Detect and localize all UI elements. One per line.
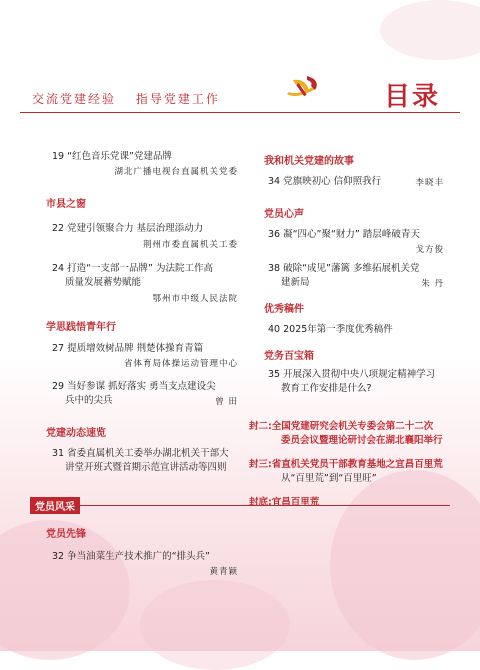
toc-entry-36[interactable]: 36 凝“四心”聚“财力” 踏层峰破青天 [268, 229, 420, 240]
toc-author: 黄青颖 [209, 567, 238, 577]
toc-entry-34[interactable]: 34 党旗映初心 信仰照我行 [268, 176, 382, 187]
background-flower [380, 0, 480, 60]
slogan-right: 指导党建工作 [135, 92, 220, 106]
toc-author: 鄂州市中级人民法院 [152, 294, 238, 304]
toc-entry-line: 31 省委直属机关工委举办湖北机关干部大 [52, 448, 229, 459]
cover-line: 封三:省直机关党员干部教育基地之宜昌百里荒 [249, 459, 443, 470]
toc-entry-line: 兵中的尖兵 [65, 395, 113, 406]
cover-inside-front[interactable] [249, 420, 443, 448]
toc-entry-line: 29 当好参谋 抓好落实 勇当支点建设尖 [52, 381, 216, 392]
toc-entry-19[interactable]: 19 “红色音乐党课”党建品牌 [52, 151, 172, 162]
header-divider [20, 112, 460, 113]
toc-author: 朱 丹 [421, 279, 444, 289]
background-flower [140, 580, 290, 670]
cover-line: 从“百里荒”到“百里旺” [281, 473, 377, 484]
page-title: 目录 [384, 82, 441, 112]
section-box-members: 党员风采 [30, 497, 80, 514]
toc-entry-27[interactable]: 27 提质增效树品牌 荆楚体操育青篇 [52, 343, 204, 354]
toc-entry-line: 质量发展蓄势赋能 [65, 277, 142, 288]
toc-entry-40[interactable]: 40 2025年第一季度优秀稿件 [268, 324, 393, 335]
slogan [32, 90, 234, 107]
section-news: 党建动态速览 [46, 428, 106, 439]
party-emblem-icon [283, 74, 323, 104]
toc-entry-32[interactable]: 32 争当油菜生产技术推广的“排头兵” [52, 551, 210, 562]
slogan-left: 交流党建经验 [32, 92, 117, 106]
toc-author: 荆州市委直属机关工委 [142, 240, 238, 250]
toc-entry-line: 35 开展深入贯彻中央八项规定精神学习 [268, 369, 436, 380]
toc-entry-line: 教育工作安排是什么? [281, 383, 372, 394]
toc-author: 戈方俊 [415, 245, 444, 255]
page-header [0, 72, 480, 112]
toc-entry-31[interactable] [52, 447, 229, 475]
background-flower [0, 520, 130, 660]
section-divider [30, 505, 450, 506]
toc-entry-38[interactable] [268, 262, 419, 290]
cover-back[interactable]: 封底:宜昌百里荒 [249, 497, 320, 508]
toc-entry-line: 38 破除“成见”藩篱 多维拓展机关党 [268, 263, 420, 274]
toc-entry-22[interactable]: 22 党建引领聚合力 基层治理添动力 [52, 223, 204, 234]
toc-author: 省体育局体操运动管理中心 [123, 359, 238, 369]
toc-entry-24[interactable] [52, 262, 213, 290]
background-flower [330, 470, 480, 660]
section-excellent: 优秀稿件 [264, 304, 304, 315]
section-county: 市县之窗 [46, 199, 86, 210]
toc-entry-line: 建新局 [281, 277, 310, 288]
section-learn: 学思践悟青年行 [46, 322, 116, 333]
cover-line: 封二:全国党建研究会机关专委会第二十二次 [249, 421, 434, 432]
section-voice: 党员心声 [264, 209, 304, 220]
section-toolbox: 党务百宝箱 [264, 351, 314, 362]
toc-author: 李晓丰 [415, 178, 444, 188]
toc-entry-line: 讲堂开班式暨首期示范宣讲活动等四则 [65, 462, 227, 473]
section-story: 我和机关党建的故事 [264, 156, 354, 167]
toc-entry-35[interactable] [268, 368, 435, 396]
toc-author: 湖北广播电视台直属机关党委 [114, 167, 238, 177]
cover-line: 委员会议暨理论研讨会在湖北襄阳举行 [281, 435, 443, 446]
cover-inside-back[interactable] [249, 458, 443, 486]
toc-author: 曾 田 [215, 397, 238, 407]
toc-entry-29[interactable] [52, 380, 216, 408]
toc-entry-line: 24 打造“一支部一品牌” 为法院工作高 [52, 263, 213, 274]
section-pioneer: 党员先锋 [46, 529, 86, 540]
